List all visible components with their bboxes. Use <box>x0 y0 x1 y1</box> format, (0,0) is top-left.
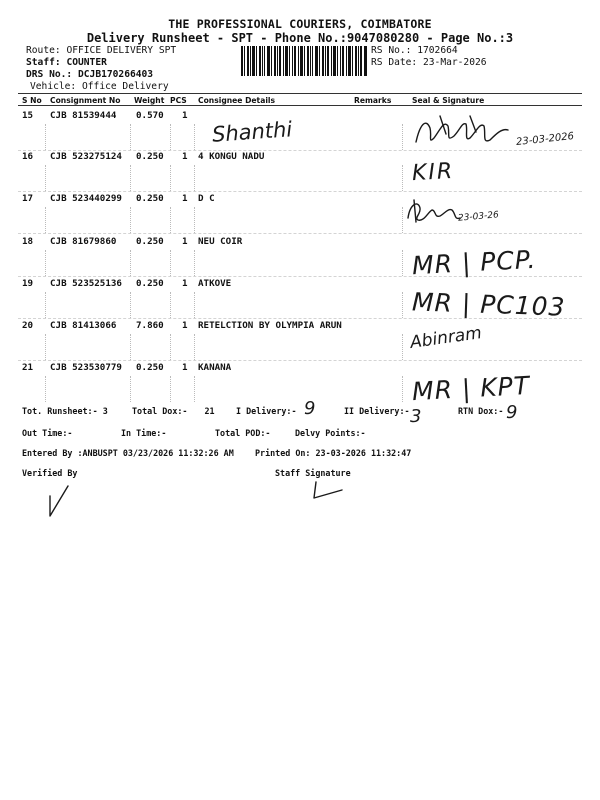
handwritten-seal-row-18: MR | PCP. <box>411 244 538 281</box>
staff-label: Staff: <box>26 57 61 68</box>
vehicle-line <box>30 81 169 92</box>
row-consignment: CJB 523440299 <box>50 193 122 204</box>
col-remarks: Remarks <box>354 96 392 105</box>
row-consignee: 4 KONGU NADU <box>198 151 265 162</box>
company-title: THE PROFESSIONAL COURIERS, COIMBATORE <box>168 17 432 31</box>
handwritten-seal-row-16: KIR <box>411 158 455 187</box>
row-consignment: CJB 81413066 <box>50 320 117 331</box>
printed-on: Printed On: 23-03-2026 11:32:47 <box>255 448 412 458</box>
rs-date-label: RS Date: <box>371 57 418 68</box>
row-weight: 0.250 <box>136 193 164 204</box>
handwritten-seal-row-20: Abinram <box>408 323 483 353</box>
in-time-label: In Time:- <box>121 428 167 438</box>
row-consignee: KANANA <box>198 362 232 373</box>
col-consignment: Consignment No <box>50 96 121 105</box>
total-dox <box>132 406 215 416</box>
drs-value: DCJB170266403 <box>78 69 154 80</box>
runsheet-subtitle: Delivery Runsheet - SPT - Phone No.:9047080280 - Page No.:3 <box>86 31 514 45</box>
drs-label: DRS No.: <box>26 69 73 80</box>
row-sno: 15 <box>22 110 34 121</box>
col-weight: Weight <box>134 96 165 105</box>
row-pcs: 1 <box>182 362 188 373</box>
signature-row-15 <box>410 112 520 152</box>
signature-date-row-15: 23-03-2026 <box>515 130 575 149</box>
row-weight: 0.250 <box>136 278 164 289</box>
row-pcs: 1 <box>182 193 188 204</box>
row-sno: 19 <box>22 278 34 289</box>
total-runsheet-label: Tot. Runsheet:- <box>22 406 98 416</box>
staff-signature-mark <box>310 478 346 502</box>
row-sno: 18 <box>22 236 34 247</box>
verified-by-signature <box>44 482 74 520</box>
table-row <box>18 320 582 361</box>
rs-no-line <box>371 45 458 56</box>
rs-date-line <box>371 57 487 68</box>
route-label: Route: <box>26 45 61 56</box>
row-consignment: CJB 523530779 <box>50 362 122 373</box>
total-pod-label: Total POD:- <box>215 428 271 438</box>
total-runsheet <box>22 406 108 416</box>
handwritten-consignee-name: Shanthi <box>211 117 293 147</box>
handwritten-seal-row-21: MR | KPT <box>411 370 531 407</box>
row-pcs: 1 <box>182 320 188 331</box>
staff-line <box>26 57 107 68</box>
row-pcs: 1 <box>182 151 188 162</box>
verified-by-label: Verified By <box>22 468 78 478</box>
rtn-dox-label: RTN Dox:- <box>458 406 504 416</box>
row-sno: 16 <box>22 151 34 162</box>
ii-delivery-label: II Delivery:- <box>344 406 410 416</box>
route-line <box>26 45 176 56</box>
staff-value: COUNTER <box>66 57 107 68</box>
row-consignment: CJB 523275124 <box>50 151 122 162</box>
signature-date-row-17: 23-03-26 <box>457 210 500 224</box>
row-consignment: CJB 523525136 <box>50 278 122 289</box>
rtn-dox <box>458 406 503 416</box>
row-weight: 0.250 <box>136 362 164 373</box>
rs-no-label: RS No.: <box>371 45 412 56</box>
ii-delivery-value: 3 <box>410 406 422 427</box>
header-top-rule <box>18 93 582 94</box>
row-consignment: CJB 81679860 <box>50 236 117 247</box>
row-sno: 20 <box>22 320 34 331</box>
row-weight: 0.250 <box>136 236 164 247</box>
vehicle-value: Office Delivery <box>82 81 169 92</box>
barcode <box>241 46 367 76</box>
row-weight: 0.250 <box>136 151 164 162</box>
header-bottom-rule <box>18 105 582 106</box>
ii-delivery <box>344 406 410 416</box>
row-consignment: CJB 81539444 <box>50 110 117 121</box>
row-weight: 0.570 <box>136 110 164 121</box>
row-sno: 21 <box>22 362 34 373</box>
total-dox-label: Total Dox:- <box>132 406 188 416</box>
col-sno: S No <box>22 96 42 105</box>
row-weight: 7.860 <box>136 320 164 331</box>
total-runsheet-value: 3 <box>102 406 108 416</box>
col-seal-signature: Seal & Signature <box>412 96 485 105</box>
row-pcs: 1 <box>182 278 188 289</box>
entered-by: Entered By :ANBUSPT 03/23/2026 11:32:26 AM <box>22 448 234 458</box>
drs-line <box>26 69 153 80</box>
row-consignee: D C <box>198 193 215 204</box>
i-delivery-label: I Delivery:- <box>236 406 297 416</box>
row-pcs: 1 <box>182 236 188 247</box>
route-value: OFFICE DELIVERY SPT <box>66 45 177 56</box>
delvy-points-label: Delvy Points:- <box>295 428 366 438</box>
row-pcs: 1 <box>182 110 188 121</box>
col-pcs: PCS <box>170 96 187 105</box>
out-time-label: Out Time:- <box>22 428 73 438</box>
total-dox-value: 21 <box>204 406 215 416</box>
row-consignee: NEU COIR <box>198 236 243 247</box>
rtn-dox-value: 9 <box>506 402 518 423</box>
staff-signature-label: Staff Signature <box>275 468 351 478</box>
rs-date-value: 23-Mar-2026 <box>423 57 487 68</box>
row-sno: 17 <box>22 193 34 204</box>
i-delivery-value: 9 <box>304 398 316 419</box>
handwritten-seal-row-19: MR | PC103 <box>411 287 566 322</box>
table-row <box>18 151 582 192</box>
col-consignee: Consignee Details <box>198 96 276 105</box>
i-delivery <box>236 406 297 416</box>
row-consignee: ATKOVE <box>198 278 232 289</box>
row-consignee: RETELCTION BY OLYMPIA ARUN <box>198 320 342 331</box>
rs-no-value: 1702664 <box>417 45 458 56</box>
vehicle-label: Vehicle: <box>30 81 77 92</box>
